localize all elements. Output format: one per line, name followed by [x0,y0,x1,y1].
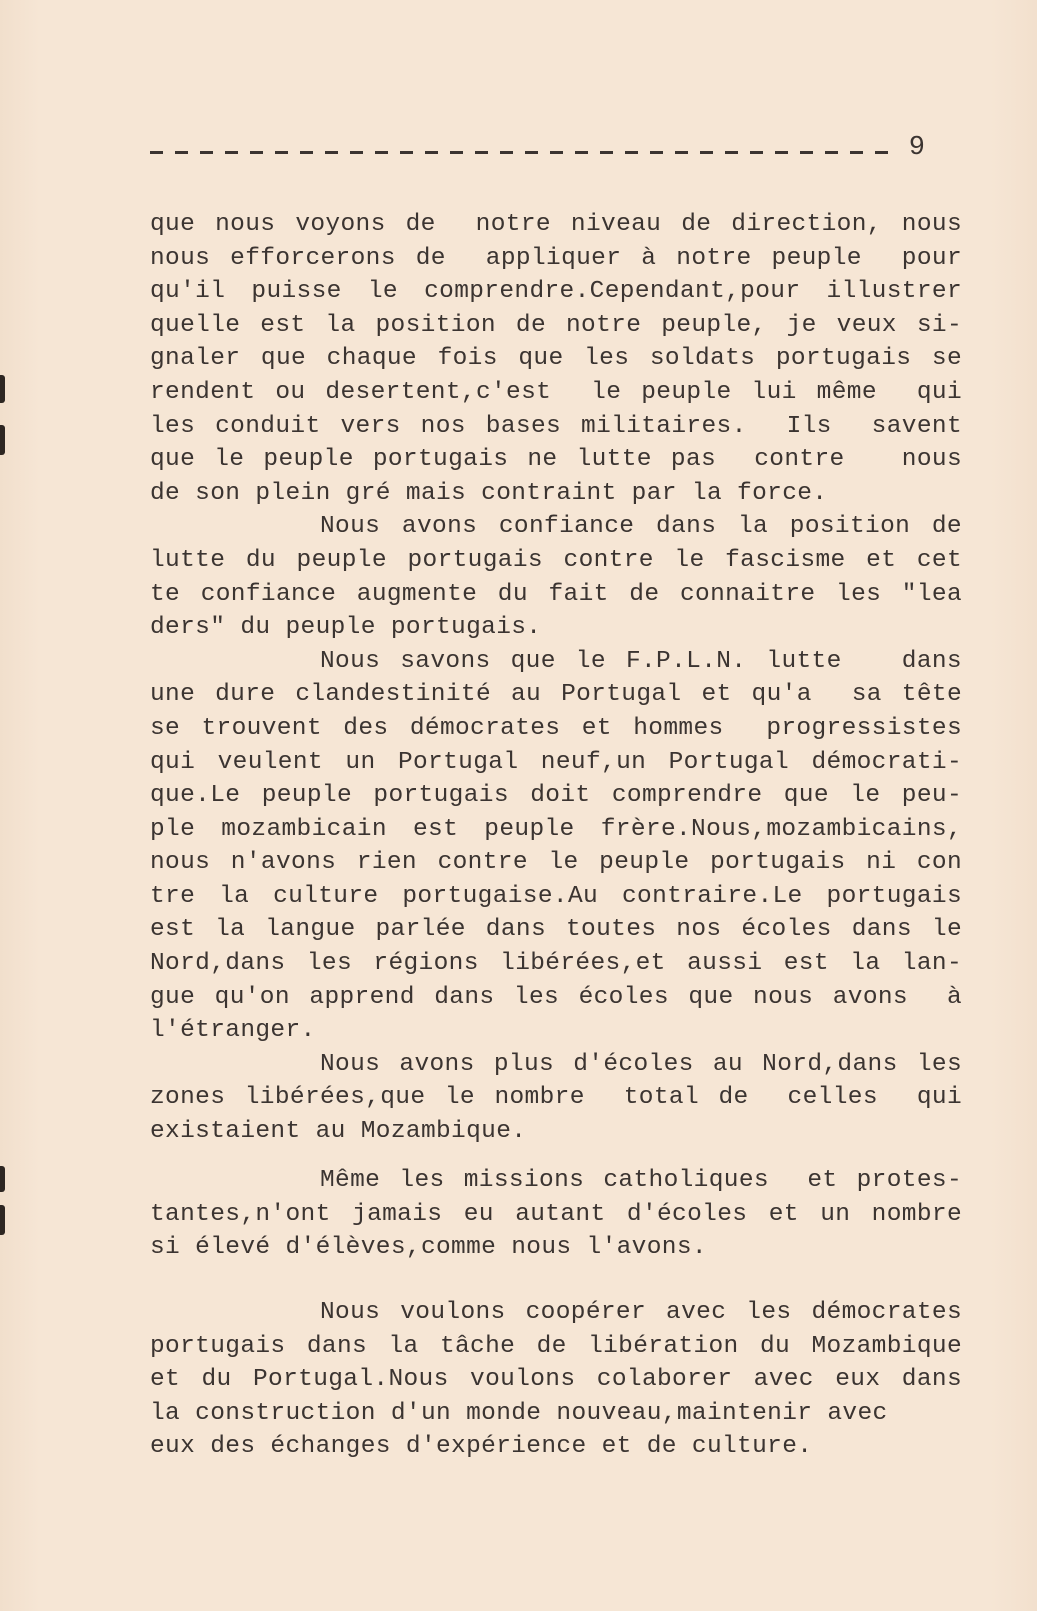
text-line: la construction d'un monde nouveau,maintenir avec [150,1399,888,1427]
text-line: qu'il puisse le comprendre.Cependant,pour illustrer [150,278,962,306]
paragraph-block-main [150,208,962,1149]
page-header [150,128,925,168]
text-line: que.Le peuple portugais doit comprendre que le peu- [150,782,962,810]
text-line: est la langue parlée dans toutes nos écoles dans le [150,916,962,944]
text-line: si élevé d'élèves,comme nous l'avons. [150,1234,707,1262]
text-line: et du Portugal.Nous voulons colaborer avec eux dans [150,1366,962,1394]
text-line: Nous savons que le F.P.L.N. lutte dans [320,647,962,675]
binding-mark-bottom-1 [0,1166,5,1192]
text-line: tantes,n'ont jamais eu autant d'écoles et un nombre [150,1200,962,1228]
paragraph-block-cooperation [150,1296,962,1464]
binding-mark-top-1 [0,375,5,403]
text-line: une dure clandestinité au Portugal et qu'a sa tête [150,681,962,709]
text-line: nous n'avons rien contre le peuple portugais ni con [150,849,962,877]
text-line: portugais dans la tâche de libération du Mozambique [150,1332,962,1360]
paragraph-block-missions [150,1164,962,1265]
page-number: 9 [908,133,925,163]
binding-mark-top-2 [0,425,5,455]
text-line: tre la culture portugaise.Au contraire.Le portugais [150,882,962,910]
text-line: gue qu'on apprend dans les écoles que nous avons à [150,983,962,1011]
text-line: nous efforcerons de appliquer à notre peuple pour [150,244,962,272]
text-line: qui veulent un Portugal neuf,un Portugal démocrati- [150,748,962,776]
binding-mark-bottom-2 [0,1205,5,1235]
text-line: que le peuple portugais ne lutte pas contre nous [150,446,962,474]
text-line: que nous voyons de notre niveau de direction, nous [150,211,962,238]
text-line: Nous avons plus d'écoles au Nord,dans les [320,1050,962,1078]
text-line: se trouvent des démocrates et hommes progressistes [150,714,962,742]
text-line: Même les missions catholiques et protes- [320,1167,962,1194]
text-line: rendent ou desertent,c'est le peuple lui même qui [150,378,962,406]
header-dash-rule [150,151,895,154]
text-line: de son plein gré mais contraint par la force. [150,479,828,507]
text-line: gnaler que chaque fois que les soldats portugais se [150,345,962,373]
text-line: ple mozambicain est peuple frère.Nous,mozambicains, [150,815,962,843]
text-line: l'étranger. [150,1017,316,1045]
text-line: lutte du peuple portugais contre le fascisme et cet [150,546,962,574]
text-line: Nord,dans les régions libérées,et aussi est la lan- [150,950,962,978]
text-line: ders" du peuple portugais. [150,614,542,642]
text-line: quelle est la position de notre peuple, je veux si- [150,311,962,339]
text-line: existaient au Mozambique. [150,1118,527,1146]
text-line: zones libérées,que le nombre total de celles qui [150,1084,962,1112]
text-line: les conduit vers nos bases militaires. Ils savent [150,412,962,440]
text-line: Nous voulons coopérer avec les démocrates [320,1299,962,1326]
text-line: Nous avons confiance dans la position de [320,513,962,541]
text-line: eux des échanges d'expérience et de culture. [150,1433,813,1461]
text-line: te confiance augmente du fait de connaitre les "lea [150,580,962,608]
